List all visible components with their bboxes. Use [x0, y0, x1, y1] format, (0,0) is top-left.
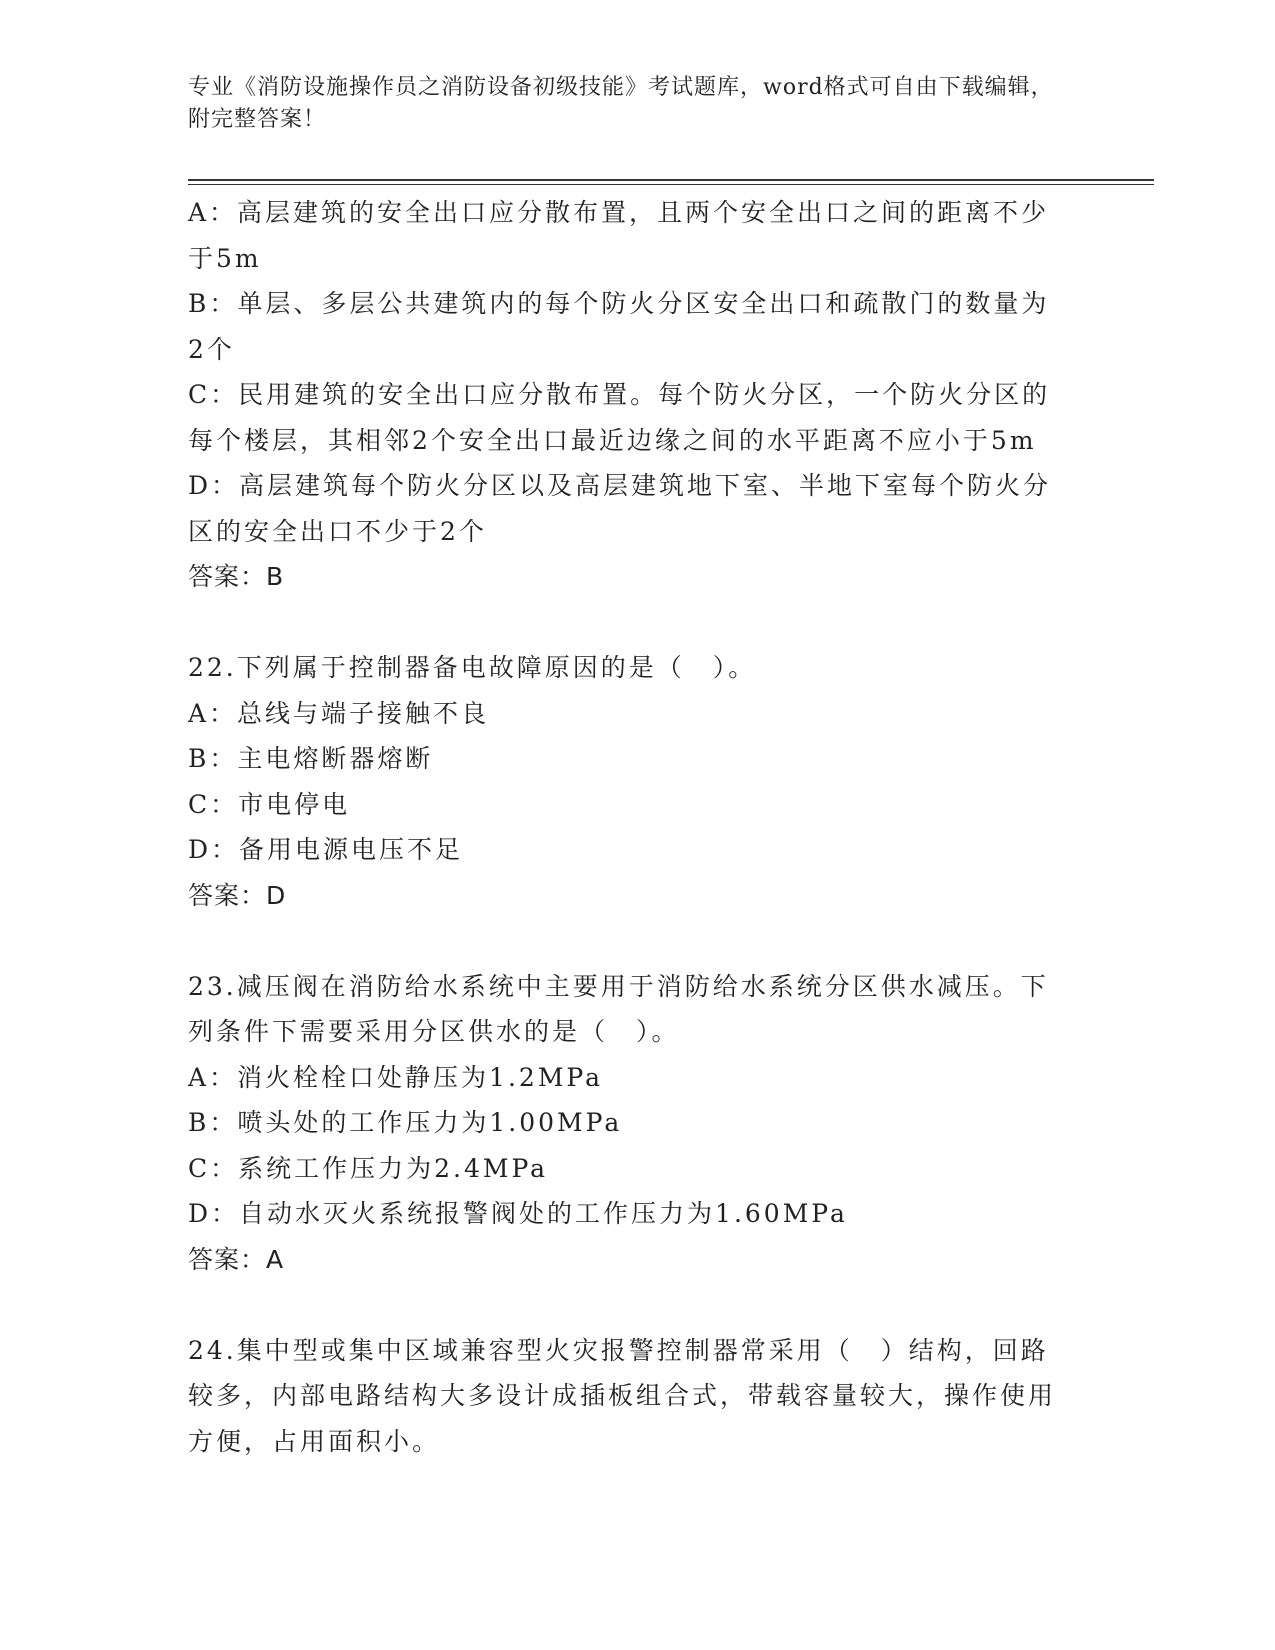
question-block-21: [188, 190, 1068, 600]
header-rule-thin: [188, 184, 1154, 185]
answer-line: 答案：A: [188, 1244, 285, 1274]
option-d: D：高层建筑每个防火分区以及高层建筑地下室、半地下室每个防火分区的安全出口不少于2个: [188, 471, 1052, 546]
spacer: [188, 1282, 1068, 1328]
option-b: B：主电熔断器熔断: [188, 744, 434, 773]
question-list: [188, 190, 1068, 1464]
option-a: A：消火栓栓口处静压为1.2MPa: [188, 1062, 604, 1092]
option-d: D：备用电源电压不足: [188, 835, 464, 864]
answer-line: 答案：D: [188, 880, 287, 910]
question-block-23: [188, 964, 1068, 1283]
question-title: 24.集中型或集中区域兼容型火灾报警控制器常采用（ ）结构，回路较多，内部电路结构大多设计成插板组合式，带载容量较大，操作使用方便，占用面积小。: [188, 1335, 1057, 1456]
option-b: B：喷头处的工作压力为1.00MPa: [188, 1108, 623, 1137]
option-c: C：系统工作压力为2.4MPa: [188, 1153, 549, 1183]
question-block-22: [188, 645, 1068, 918]
document-header: 专业《消防设施操作员之消防设备初级技能》考试题库，word格式可自由下载编辑，附完整答案！: [188, 75, 1054, 132]
option-c: C：市电停电: [188, 789, 351, 819]
option-a: A：总线与端子接触不良: [188, 698, 490, 728]
option-b: B：单层、多层公共建筑内的每个防火分区安全出口和疏散门的数量为2个: [188, 289, 1050, 364]
question-block-24: [188, 1328, 1068, 1465]
question-title: 22.下列属于控制器备电故障原因的是（ ）。: [188, 653, 757, 682]
header-rule-thick: [188, 179, 1154, 181]
question-title: 23.减压阀在消防给水系统中主要用于消防给水系统分区供水减压。下列条件下需要采用分区供水的是（ ）。: [188, 971, 1049, 1046]
option-d: D：自动水灭火系统报警阀处的工作压力为1.60MPa: [188, 1199, 848, 1228]
option-c: C：民用建筑的安全出口应分散布置。每个防火分区，一个防火分区的每个楼层，其相邻2个安全出口最近边缘之间的水平距离不应小于5m: [188, 380, 1051, 455]
spacer: [188, 600, 1068, 646]
answer-line: 答案：B: [188, 562, 285, 591]
option-a: A：高层建筑的安全出口应分散布置，且两个安全出口之间的距离不少于5m: [188, 198, 1050, 273]
spacer: [188, 918, 1068, 964]
